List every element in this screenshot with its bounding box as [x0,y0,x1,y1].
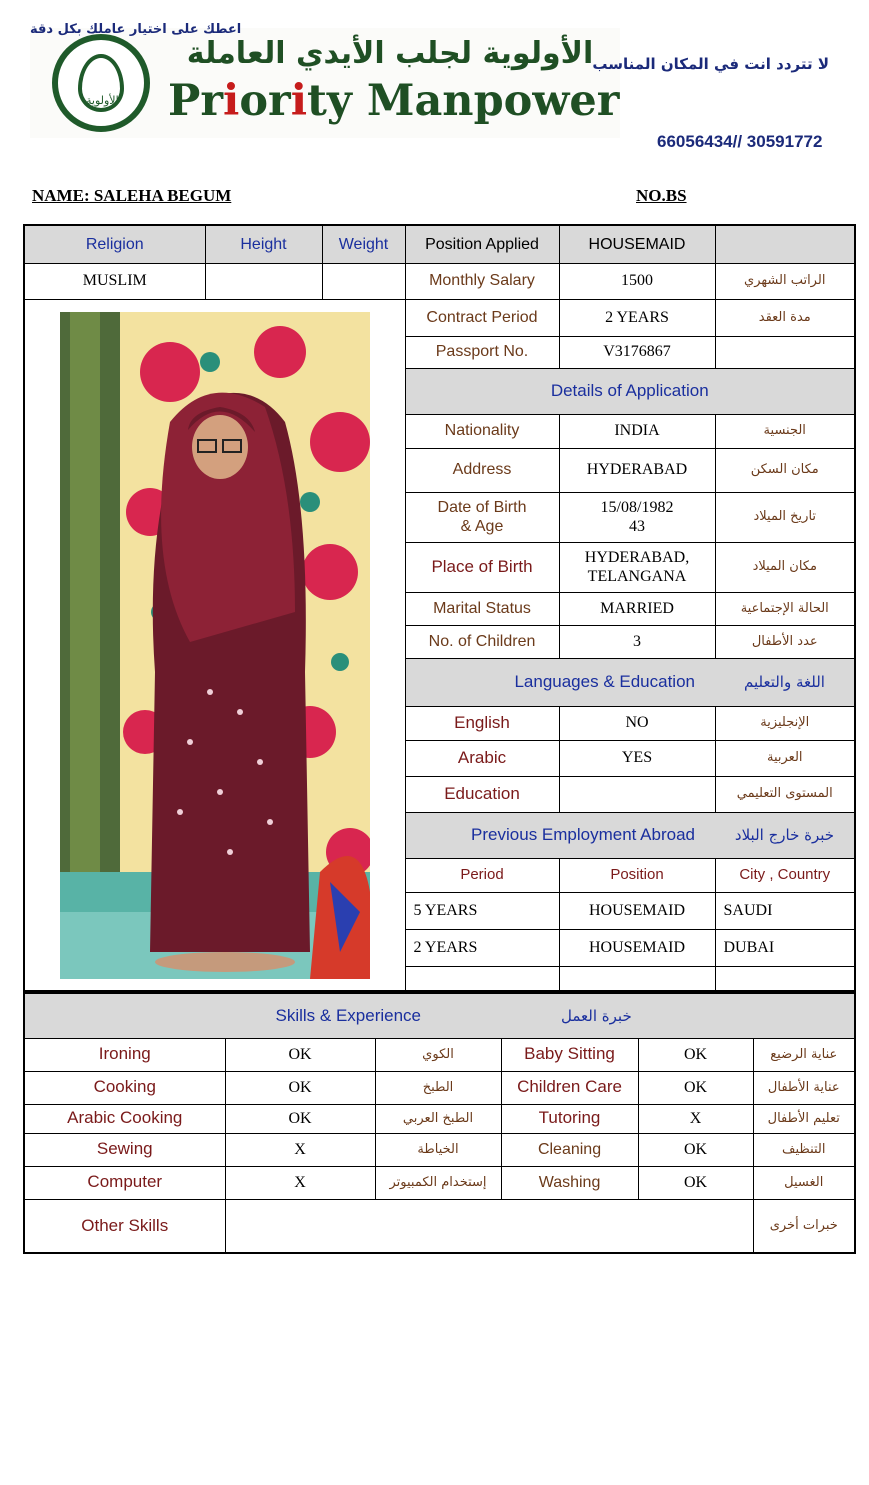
candidate-photo [60,312,370,979]
skill-label-arabic: الطبخ العربي [375,1104,501,1133]
skill-row [24,1133,855,1166]
detail-label: Monthly Salary [405,263,559,299]
skill-label: Children Care [501,1071,638,1104]
skill-label-arabic: عناية الرضيع [753,1038,855,1071]
skill-label-arabic: الخياطة [375,1133,501,1166]
candidate-number: NO.BS [636,186,687,205]
weight-label: Weight [322,225,405,263]
nationality-label: Nationality [405,414,559,448]
letterhead [0,0,869,190]
skill-value: OK [225,1071,375,1104]
children-label: No. of Children [405,625,559,658]
skill-row [24,1166,855,1199]
skill-value: X [225,1133,375,1166]
detail-label: Contract Period [405,299,559,336]
place-of-birth-value: HYDERABAD, TELANGANA [559,542,715,592]
detail-value: V3176867 [559,336,715,368]
skill-value: OK [638,1133,753,1166]
languages-education-title-arabic: اللغة والتعليم [715,658,855,706]
slogan-arabic: اعطك على اختيار عاملك بكل دقة [30,22,242,37]
table-row [24,299,855,336]
company-logo-banner [30,28,620,138]
languages-education-title: Languages & Education [405,658,715,706]
dob-label: Date of Birth & Age [405,492,559,542]
company-emblem [52,34,150,132]
skill-label: Baby Sitting [501,1038,638,1071]
address-label: Address [405,448,559,492]
other-skills-label: Other Skills [24,1199,225,1253]
religion-value: MUSLIM [24,263,205,299]
emblem-text: الأولوية [86,94,119,107]
application-table [23,224,856,992]
skill-label: Washing [501,1166,638,1199]
skill-row [24,1038,855,1071]
tagline-arabic: لا تتردد انت في المكان المناسب [592,55,829,73]
skill-label: Cooking [24,1071,225,1104]
candidate-photo-image [60,312,370,979]
city-country-header: City , Country [715,858,855,892]
arabic-label: Arabic [405,740,559,776]
skill-value: OK [225,1104,375,1133]
company-name-english: Priority Manpower [168,76,620,126]
place-of-birth-label-arabic: مكان الميلاد [715,542,855,592]
english-label-arabic: الإنجليزية [715,706,855,740]
details-of-application-title: Details of Application [405,368,855,414]
employment-period: 5 YEARS [405,892,559,929]
skill-label-arabic: الغسيل [753,1166,855,1199]
detail-label-arabic: مدة العقد [715,299,855,336]
employment-position: HOUSEMAID [559,892,715,929]
section-header-row [24,993,855,1038]
education-label: Education [405,776,559,812]
skill-label: Ironing [24,1038,225,1071]
address-label-arabic: مكان السكن [715,448,855,492]
position-applied-value: HOUSEMAID [559,225,715,263]
employment-country: SAUDI [715,892,855,929]
marital-status-label: Marital Status [405,592,559,625]
period-header: Period [405,858,559,892]
employment-country: DUBAI [715,929,855,966]
skill-label-arabic: الطبخ [375,1071,501,1104]
skill-label: Cleaning [501,1133,638,1166]
children-value: 3 [559,625,715,658]
education-label-arabic: المستوى التعليمي [715,776,855,812]
marital-status-label-arabic: الحالة الإجتماعية [715,592,855,625]
arabic-value: YES [559,740,715,776]
skill-value: X [225,1166,375,1199]
detail-value: 1500 [559,263,715,299]
arabic-label-arabic: العربية [715,740,855,776]
skill-label: Tutoring [501,1104,638,1133]
skill-row [24,1071,855,1104]
employment-position [559,966,715,991]
english-value: NO [559,706,715,740]
place-of-birth-label: Place of Birth [405,542,559,592]
skill-value: OK [638,1038,753,1071]
phone-numbers: 66056434// 30591772 [657,132,823,151]
detail-value: 2 YEARS [559,299,715,336]
candidate-name: NAME: SALEHA BEGUM [32,186,232,205]
skills-table [23,992,856,1254]
english-label: English [405,706,559,740]
employment-position: HOUSEMAID [559,929,715,966]
employment-period [405,966,559,991]
children-label-arabic: عدد الأطفال [715,625,855,658]
detail-label-arabic: الراتب الشهري [715,263,855,299]
skill-value: OK [638,1071,753,1104]
marital-status-value: MARRIED [559,592,715,625]
company-name-arabic: الأولوية لجلب الأيدي العاملة [186,36,594,71]
skill-value: OK [638,1166,753,1199]
position-applied-label: Position Applied [405,225,559,263]
skill-value: X [638,1104,753,1133]
other-skills-row [24,1199,855,1253]
height-value [205,263,322,299]
religion-label: Religion [24,225,205,263]
skills-experience-title: Skills & Experience [24,993,501,1038]
position-header: Position [559,858,715,892]
education-value [559,776,715,812]
skill-label-arabic: تعليم الأطفال [753,1104,855,1133]
skills-experience-title-arabic: خبرة العمل [501,993,855,1038]
address-value: HYDERABAD [559,448,715,492]
nationality-value: INDIA [559,414,715,448]
skill-label-arabic: عناية الأطفال [753,1071,855,1104]
header-row [24,225,855,263]
detail-label: Passport No. [405,336,559,368]
religion-row [24,263,855,299]
employment-period: 2 YEARS [405,929,559,966]
header-empty-cell [715,225,855,263]
dob-label-arabic: تاريخ الميلاد [715,492,855,542]
skill-label: Computer [24,1166,225,1199]
other-skills-value [225,1199,753,1253]
skill-label-arabic: إستخدام الكمبيوتر [375,1166,501,1199]
detail-label-arabic [715,336,855,368]
candidate-photo-cell [24,299,405,991]
skill-label-arabic: التنظيف [753,1133,855,1166]
employment-country [715,966,855,991]
dob-value: 15/08/1982 43 [559,492,715,542]
skill-value: OK [225,1038,375,1071]
skill-row [24,1104,855,1133]
other-skills-label-arabic: خبرات أخرى [753,1199,855,1253]
previous-employment-title-arabic: خبرة خارج البلاد [715,812,855,858]
height-label: Height [205,225,322,263]
weight-value [322,263,405,299]
skill-label-arabic: الكوي [375,1038,501,1071]
skill-label: Arabic Cooking [24,1104,225,1133]
previous-employment-title: Previous Employment Abroad [405,812,715,858]
nationality-label-arabic: الجنسية [715,414,855,448]
skill-label: Sewing [24,1133,225,1166]
